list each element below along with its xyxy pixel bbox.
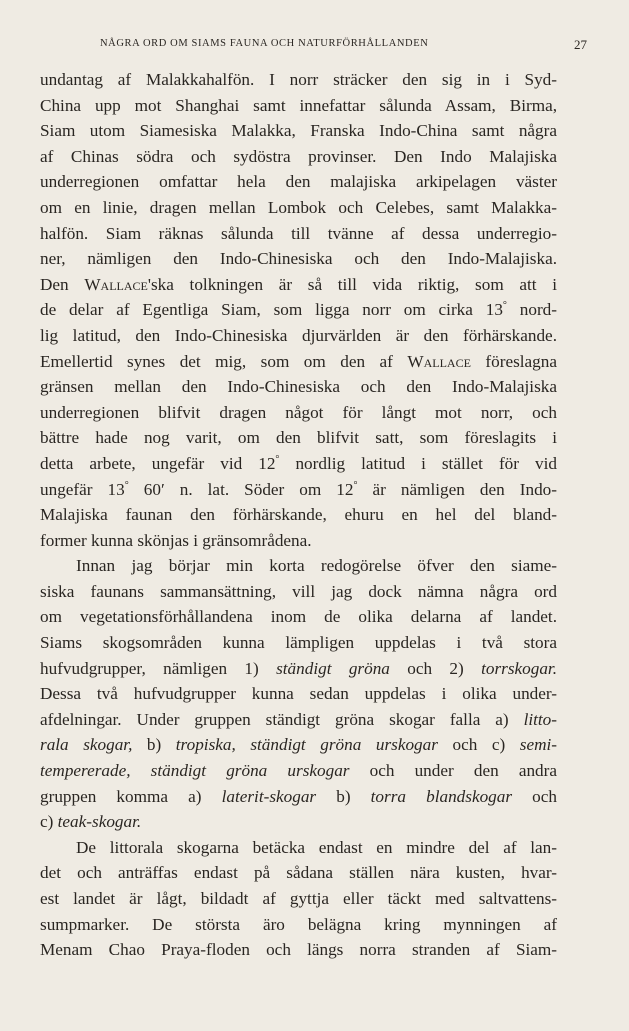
text-run: och 2) (389, 658, 482, 678)
text-line: ner, nämligen den Indo-Chinesiska och den Indo-Malajiska. (40, 249, 557, 269)
italic-term: torrskogar. (481, 658, 558, 678)
text-run: hufvudgrupper, nämligen 1) (40, 658, 277, 678)
degree-sign: ° (124, 479, 129, 491)
text-line: om en linie, dragen mellan Lombok och Celebes, samt Malakka- (40, 197, 557, 217)
text-line: sumpmarker. De största äro belägna kring mynningen af (40, 914, 557, 934)
text-line: lig latitud, den Indo-Chinesiska djurvärlden är den förhärskande. (40, 325, 557, 345)
text-line: Innan jag börjar min korta redogörelse öfver den siame- (76, 556, 557, 576)
text-line: underregionen omfattar hela den malajiska arkipelagen väster (40, 172, 557, 192)
text-line (40, 272, 557, 298)
text-line: est landet är lågt, bildadt af gyttja eller täckt med saltvattens- (40, 889, 557, 908)
body-text (40, 67, 557, 963)
text-line: siska faunans sammansättning, vill jag dock nämna några ord (40, 581, 557, 601)
text-run: de delar af Egentliga Siam, som ligga norr om cirka 13 (40, 300, 503, 320)
degree-sign: ° (275, 453, 280, 465)
text-run: detta arbete, ungefär vid 12 (40, 453, 276, 473)
text-line: bättre hade nog varit, om den blifvit satt, som föreslagits i (40, 428, 557, 448)
text-run: och under den andra (349, 761, 557, 781)
text-line: af Chinas södra och sydöstra provinser. Den Indo Malajiska (40, 146, 557, 166)
text-line: det och anträffas endast på sådana ställen nära kusten, hvar- (40, 863, 557, 883)
text-run: c) (40, 812, 58, 832)
text-line: China upp mot Shanghai samt innefattar sålunda Assam, Birma, (40, 95, 557, 115)
degree-sign: ° (502, 300, 507, 312)
text-run: och (512, 786, 557, 806)
degree-sign: ° (353, 479, 358, 491)
running-title: NÅGRA ORD OM SIAMS FAUNA OCH NATURFÖRHÅLLANDEN (100, 38, 429, 49)
text-line: Menam Chao Praya-floden och längs norra stranden af Siam- (40, 940, 557, 960)
text-run: b) (316, 786, 371, 806)
text-line (40, 656, 557, 682)
italic-term: semi- (519, 735, 557, 755)
italic-term: rala skogar, (40, 735, 133, 755)
text-line (40, 349, 557, 375)
text-run: nord- (506, 300, 557, 320)
text-line (40, 809, 557, 835)
text-line: underregionen blifvit dragen något för långt mot norr, och (40, 402, 557, 422)
text-run: föreslagna (470, 351, 557, 371)
text-line: halfön. Siam räknas sålunda till tvänne af dessa underregio- (40, 223, 557, 243)
italic-term: torra blandskogar (370, 786, 513, 806)
text-run: b) (132, 735, 176, 755)
text-run: ungefär 13 (40, 479, 125, 499)
text-run: Emellertid synes det mig, som om den af (40, 351, 408, 371)
text-line: Siam utom Siamesiska Malakka, Franska Indo-China samt några (40, 121, 557, 141)
text-line: gränsen mellan den Indo-Chinesiska och den Indo-Malajiska (40, 377, 557, 397)
text-run: är nämligen den Indo- (357, 479, 557, 499)
text-run: gruppen komma a) (40, 786, 222, 806)
text-line: De littorala skogarna betäcka endast en mindre del af lan- (76, 837, 557, 857)
text-line (40, 758, 557, 784)
text-line (40, 297, 557, 323)
text-run: 60′ n. lat. Söder om 12 (128, 479, 354, 499)
italic-term: teak-skogar. (57, 812, 142, 832)
text-line (40, 477, 557, 503)
text-line (40, 784, 557, 810)
running-head (40, 38, 593, 54)
text-line (40, 451, 557, 477)
text-line: former kunna skönjas i gränsområdena. (40, 530, 312, 550)
text-run: Den (40, 274, 85, 294)
italic-term: tropiska, ständigt gröna urskogar (175, 735, 438, 755)
italic-term: tempererade, ständigt gröna urskogar (40, 761, 350, 781)
text-line (40, 707, 557, 733)
italic-term: litto- (523, 709, 557, 729)
text-run: och c) (437, 735, 520, 755)
author-name-smallcaps: Wallace (84, 274, 148, 294)
text-line: Siams skogsområden kunna lämpligen uppdelas i två stora (40, 633, 557, 653)
text-line: undantag af Malakkahalfön. I norr sträcker den sig in i Syd- (40, 70, 557, 89)
text-line (40, 732, 557, 758)
text-run: 'ska tolkningen är så till vida riktig, som att i (147, 274, 557, 294)
text-line: Dessa två hufvudgrupper kunna sedan uppdelas i olika under- (40, 684, 557, 704)
text-run: afdelningar. Under gruppen ständigt gröna skogar falla a) (40, 709, 524, 729)
italic-term: ständigt gröna (276, 658, 390, 678)
text-line: om vegetationsförhållandena inom de olika delarna af landet. (40, 607, 557, 627)
text-run: nordlig latitud i stället för vid (279, 453, 557, 473)
italic-term: laterit-skogar (221, 786, 317, 806)
page-number: 27 (574, 37, 587, 52)
author-name-smallcaps: Wallace (407, 351, 471, 371)
text-line: Malajiska faunan den förhärskande, ehuru en hel del bland- (40, 505, 557, 525)
